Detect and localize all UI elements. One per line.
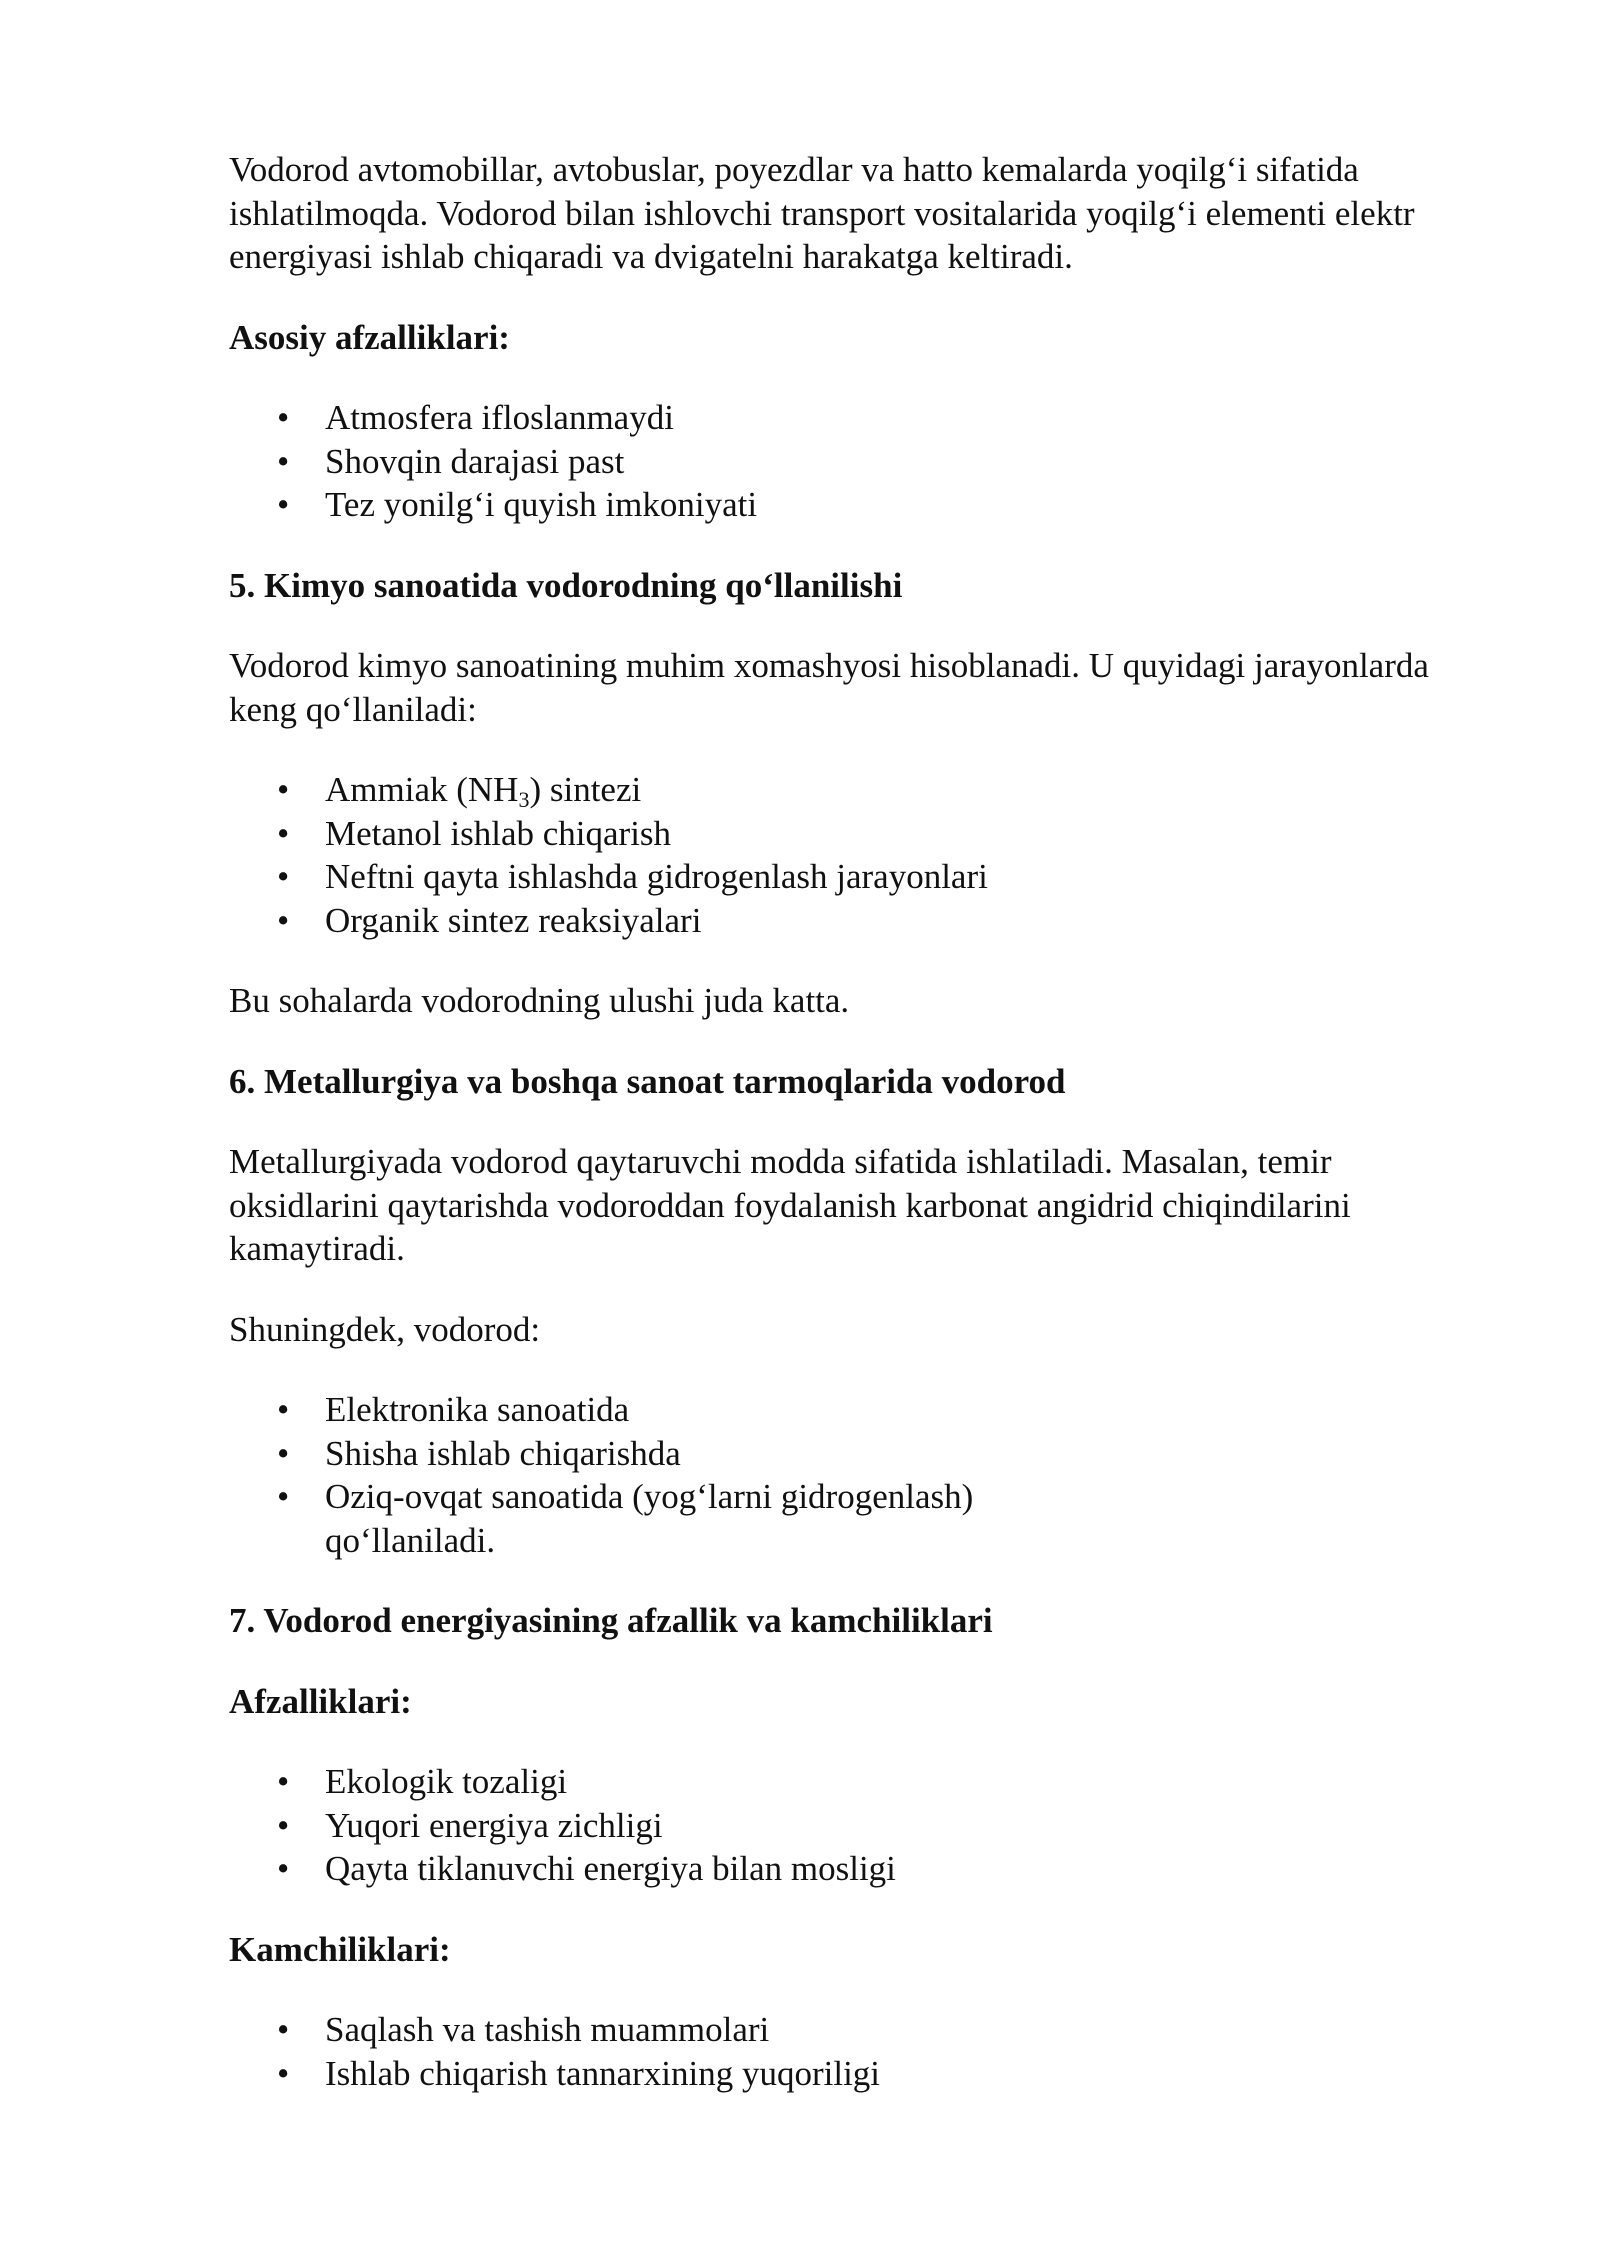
list-item-text: Atmosfera ifloslanmaydi [325,398,674,437]
advantages-list [229,1760,1469,1891]
bullet-icon: • [277,485,290,524]
section-5-paragraph: Vodorod kimyo sanoatining muhim xomashyosi hisoblanadi. U quyidagi jarayonlarda keng qo‘llaniladi: [229,646,1429,729]
list-item-text: Yuqori energiya zichligi [325,1805,663,1845]
list-item [229,2008,1469,2052]
list-item [229,1760,1469,1804]
section-6-heading: 6. Metallurgiya va boshqa sanoat tarmoqlarida vodorod [229,1061,1066,1101]
list-item [229,1432,1469,1476]
list-item [229,396,1469,440]
section-6-paragraph: Metallurgiyada vodorod qaytaruvchi modda sifatida ishlatiladi. Masalan, temir oksidlarini qaytarishda vodoroddan foydalanish karbonat angidrid chiqindilarini kamaytiradi. [229,1142,1351,1268]
bullet-icon: • [277,1390,290,1429]
list-item-text: Oziq-ovqat sanoatida (yog‘larni gidrogenlash) qo‘llaniladi. [325,1477,974,1560]
bullet-icon: • [277,441,290,481]
transport-advantages-list [229,396,1469,527]
section-6-lead: Shuningdek, vodorod: [229,1309,541,1349]
list-item-text: Metanol ishlab chiqarish [325,813,672,853]
bullet-icon: • [277,857,290,896]
section-5-list [229,768,1469,942]
list-item [229,440,1469,484]
disadvantages-list [229,2008,1469,2095]
intro-paragraph: Vodorod avtomobillar, avtobuslar, poyezdlar va hatto kemalarda yoqilg‘i sifatida ishlatilmoqda. Vodorod bilan ishlovchi transport vositalarida yoqilg‘i elementi elektr energiyasi ishlab chiqaradi va dvigatelni harakatga keltiradi. [229,150,1415,276]
list-item [229,855,1469,899]
bullet-icon: • [277,1805,290,1845]
ammonia-suffix: ) sintezi [529,770,642,809]
list-item [229,899,1469,943]
bullet-icon: • [277,1849,290,1888]
bullet-icon: • [277,1433,290,1473]
disadvantages-heading: Kamchiliklari: [229,1929,451,1969]
bullet-icon: • [277,900,290,940]
document-page [229,148,1469,2132]
list-item-text: Organik sintez reaksiyalari [325,900,702,940]
section-5-closing: Bu sohalarda vodorodning ulushi juda katta. [229,981,850,1020]
bullet-icon: • [277,813,290,853]
list-item-text: Ekologik tozaligi [325,1762,568,1801]
section-5-heading: 5. Kimyo sanoatida vodorodning qo‘llanilishi [229,565,903,605]
list-item-text: Qayta tiklanuvchi energiya bilan mosligi [325,1849,896,1888]
advantages-heading: Afzalliklari: [229,1681,412,1721]
bullet-icon: • [277,2053,290,2093]
transport-advantages-heading: Asosiy afzalliklari: [229,317,510,357]
bullet-icon: • [277,1762,290,1801]
list-item-text: Saqlash va tashish muammolari [325,2010,770,2049]
bullet-icon: • [277,1477,290,1516]
list-item [229,483,1469,527]
list-item [229,812,1469,856]
list-item-text: Ishlab chiqarish tannarxining yuqoriligi [325,2053,881,2093]
list-item [229,1475,1045,1562]
list-item [229,1388,1469,1432]
list-item-text: Elektronika sanoatida [325,1390,630,1429]
section-7-heading: 7. Vodorod energiyasining afzallik va kamchiliklari [229,1601,993,1640]
list-item [229,1847,1469,1891]
section-6-list [229,1388,1469,1562]
list-item [229,1804,1469,1848]
bullet-icon: • [277,2010,290,2049]
bullet-icon: • [277,398,290,437]
list-item [229,2052,1469,2096]
ammonia-prefix: Ammiak (NH [325,770,519,809]
list-item-text: Neftni qayta ishlashda gidrogenlash jarayonlari [325,857,988,896]
list-item-text: Tez yonilg‘i quyish imkoniyati [325,485,758,524]
list-item-text: Shisha ishlab chiqarishda [325,1433,681,1473]
list-item [229,768,1469,812]
list-item-text: Shovqin darajasi past [325,441,625,481]
ammonia-subscript: 3 [518,787,530,812]
bullet-icon: • [277,770,290,809]
